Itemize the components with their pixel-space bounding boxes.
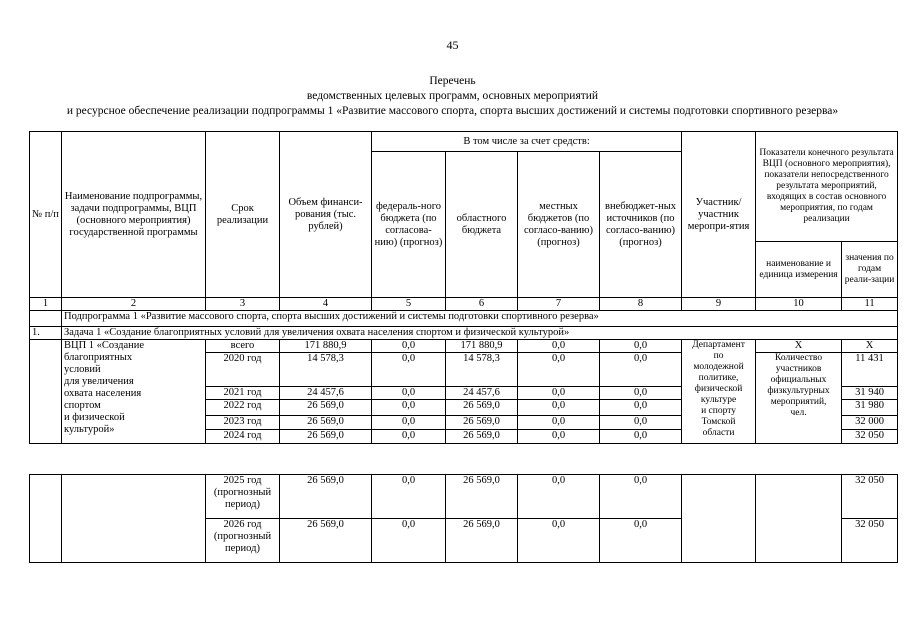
regional-cell: 14 578,3	[446, 353, 518, 387]
federal-cell: 0,0	[372, 475, 446, 519]
term-cell: 2024 год	[206, 430, 280, 444]
extra-cell: 0,0	[600, 519, 682, 563]
page-number: 45	[446, 38, 459, 52]
regional-cell: 26 569,0	[446, 519, 518, 563]
regional-cell: 26 569,0	[446, 400, 518, 416]
col-number: 9	[682, 298, 756, 311]
regional-cell: 26 569,0	[446, 430, 518, 444]
local-cell: 0,0	[518, 519, 600, 563]
header-extra: внебюджет-ных источников (по согласо-ванию) (прогноз)	[600, 152, 682, 298]
header-indicator-name: наименование и единица измерения	[756, 242, 842, 298]
indicator-value-cell: 32 050	[842, 475, 898, 519]
volume-cell: 26 569,0	[280, 519, 372, 563]
local-cell: 0,0	[518, 400, 600, 416]
indicator-value-cell: 32 050	[842, 430, 898, 444]
regional-cell: 171 880,9	[446, 340, 518, 353]
term-cell: 2022 год	[206, 400, 280, 416]
main-table	[29, 131, 898, 444]
local-cell: 0,0	[518, 340, 600, 353]
header-name: Наименование подпрограммы, задачи подпрограммы, ВЦП (основного мероприятия) государственной программы	[62, 132, 206, 298]
federal-cell: 0,0	[372, 416, 446, 430]
regional-cell: 26 569,0	[446, 475, 518, 519]
local-cell: 0,0	[518, 430, 600, 444]
title-line-3: и ресурсное обеспечение реализации подпрограммы 1 «Развитие массового спорта, спорта высших достижений и системы подготовки спортивного резерва»	[66, 105, 839, 117]
extra-cell: 0,0	[600, 387, 682, 400]
volume-cell: 26 569,0	[280, 400, 372, 416]
header-regional: областного бюджета	[446, 152, 518, 298]
volume-cell: 26 569,0	[280, 475, 372, 519]
header-local: местных бюджетов (по согласо-ванию) (прогноз)	[518, 152, 600, 298]
extra-cell: 0,0	[600, 353, 682, 387]
federal-cell: 0,0	[372, 353, 446, 387]
volume-cell: 26 569,0	[280, 416, 372, 430]
local-cell: 0,0	[518, 353, 600, 387]
federal-cell: 0,0	[372, 387, 446, 400]
header-row-1	[30, 132, 898, 152]
volume-cell: 171 880,9	[280, 340, 372, 353]
indicator-name-total: Х	[756, 340, 842, 353]
extra-cell: 0,0	[600, 340, 682, 353]
federal-cell: 0,0	[372, 340, 446, 353]
extra-cell: 0,0	[600, 400, 682, 416]
col-number: 2	[62, 298, 206, 311]
table-row	[30, 340, 898, 353]
term-cell: 2020 год	[206, 353, 280, 387]
column-numbers-row	[30, 298, 898, 311]
document-title	[0, 74, 905, 119]
participant-cell: Департамент по молодежной политике, физической культуре и спорту Томской области	[682, 340, 756, 444]
header-indicator-values: значения по годам реали-зации	[842, 242, 898, 298]
col-number: 8	[600, 298, 682, 311]
header-term: Срок реализации	[206, 132, 280, 298]
col-number: 11	[842, 298, 898, 311]
extra-cell: 0,0	[600, 416, 682, 430]
col-number: 3	[206, 298, 280, 311]
title-line-2: ведомственных целевых программ, основных мероприятий	[306, 90, 599, 102]
col-number: 4	[280, 298, 372, 311]
subprogram-text: Подпрограмма 1 «Развитие массового спорта, спорта высших достижений и системы подготовки спортивного резерва»	[62, 311, 898, 327]
header-volume: Объем финанси-рования (тыс. рублей)	[280, 132, 372, 298]
title-line-1: Перечень	[429, 75, 476, 87]
header-num: № п/п	[30, 132, 62, 298]
federal-cell: 0,0	[372, 430, 446, 444]
header-sources-group: В том числе за счет средств:	[372, 132, 682, 152]
term-cell: 2026 год (прогнозный период)	[206, 519, 280, 563]
col-number: 10	[756, 298, 842, 311]
term-cell: всего	[206, 340, 280, 353]
extra-cell: 0,0	[600, 475, 682, 519]
subprogram-row	[30, 311, 898, 327]
table-row	[30, 475, 898, 519]
indicator-value-cell: 31 940	[842, 387, 898, 400]
indicator-value-cell: 11 431	[842, 353, 898, 387]
local-cell: 0,0	[518, 416, 600, 430]
vcp-name: ВЦП 1 «Создание благоприятных условий для увеличения охвата населения спортом и физической культурой»	[62, 340, 206, 444]
header-federal: федераль-ного бюджета (по согласова-нию) (прогноз)	[372, 152, 446, 298]
indicator-value-cell: 31 980	[842, 400, 898, 416]
volume-cell: 26 569,0	[280, 430, 372, 444]
local-cell: 0,0	[518, 387, 600, 400]
col-number: 1	[30, 298, 62, 311]
regional-cell: 24 457,6	[446, 387, 518, 400]
term-cell: 2021 год	[206, 387, 280, 400]
continuation-table	[29, 474, 898, 563]
volume-cell: 24 457,6	[280, 387, 372, 400]
task-num: 1.	[30, 327, 62, 340]
indicator-name-cell: Количество участников официальных физкультурных мероприятий, чел.	[756, 353, 842, 444]
indicator-value-cell: Х	[842, 340, 898, 353]
federal-cell: 0,0	[372, 519, 446, 563]
extra-cell: 0,0	[600, 430, 682, 444]
volume-cell: 14 578,3	[280, 353, 372, 387]
header-participant: Участник/ участник меропри-ятия	[682, 132, 756, 298]
task-text: Задача 1 «Создание благоприятных условий для увеличения охвата населения спортом и физической культурой»	[62, 327, 898, 340]
indicator-value-cell: 32 000	[842, 416, 898, 430]
regional-cell: 26 569,0	[446, 416, 518, 430]
col-number: 7	[518, 298, 600, 311]
indicator-value-cell: 32 050	[842, 519, 898, 563]
col-number: 6	[446, 298, 518, 311]
term-cell: 2025 год (прогнозный период)	[206, 475, 280, 519]
term-cell: 2023 год	[206, 416, 280, 430]
header-indicators-group: Показатели конечного результата ВЦП (основного мероприятия), показатели непосредственного результата мероприятий, входящих в состав основного мероприятия, по годам реализации	[756, 132, 898, 242]
task-row	[30, 327, 898, 340]
local-cell: 0,0	[518, 475, 600, 519]
federal-cell: 0,0	[372, 400, 446, 416]
col-number: 5	[372, 298, 446, 311]
